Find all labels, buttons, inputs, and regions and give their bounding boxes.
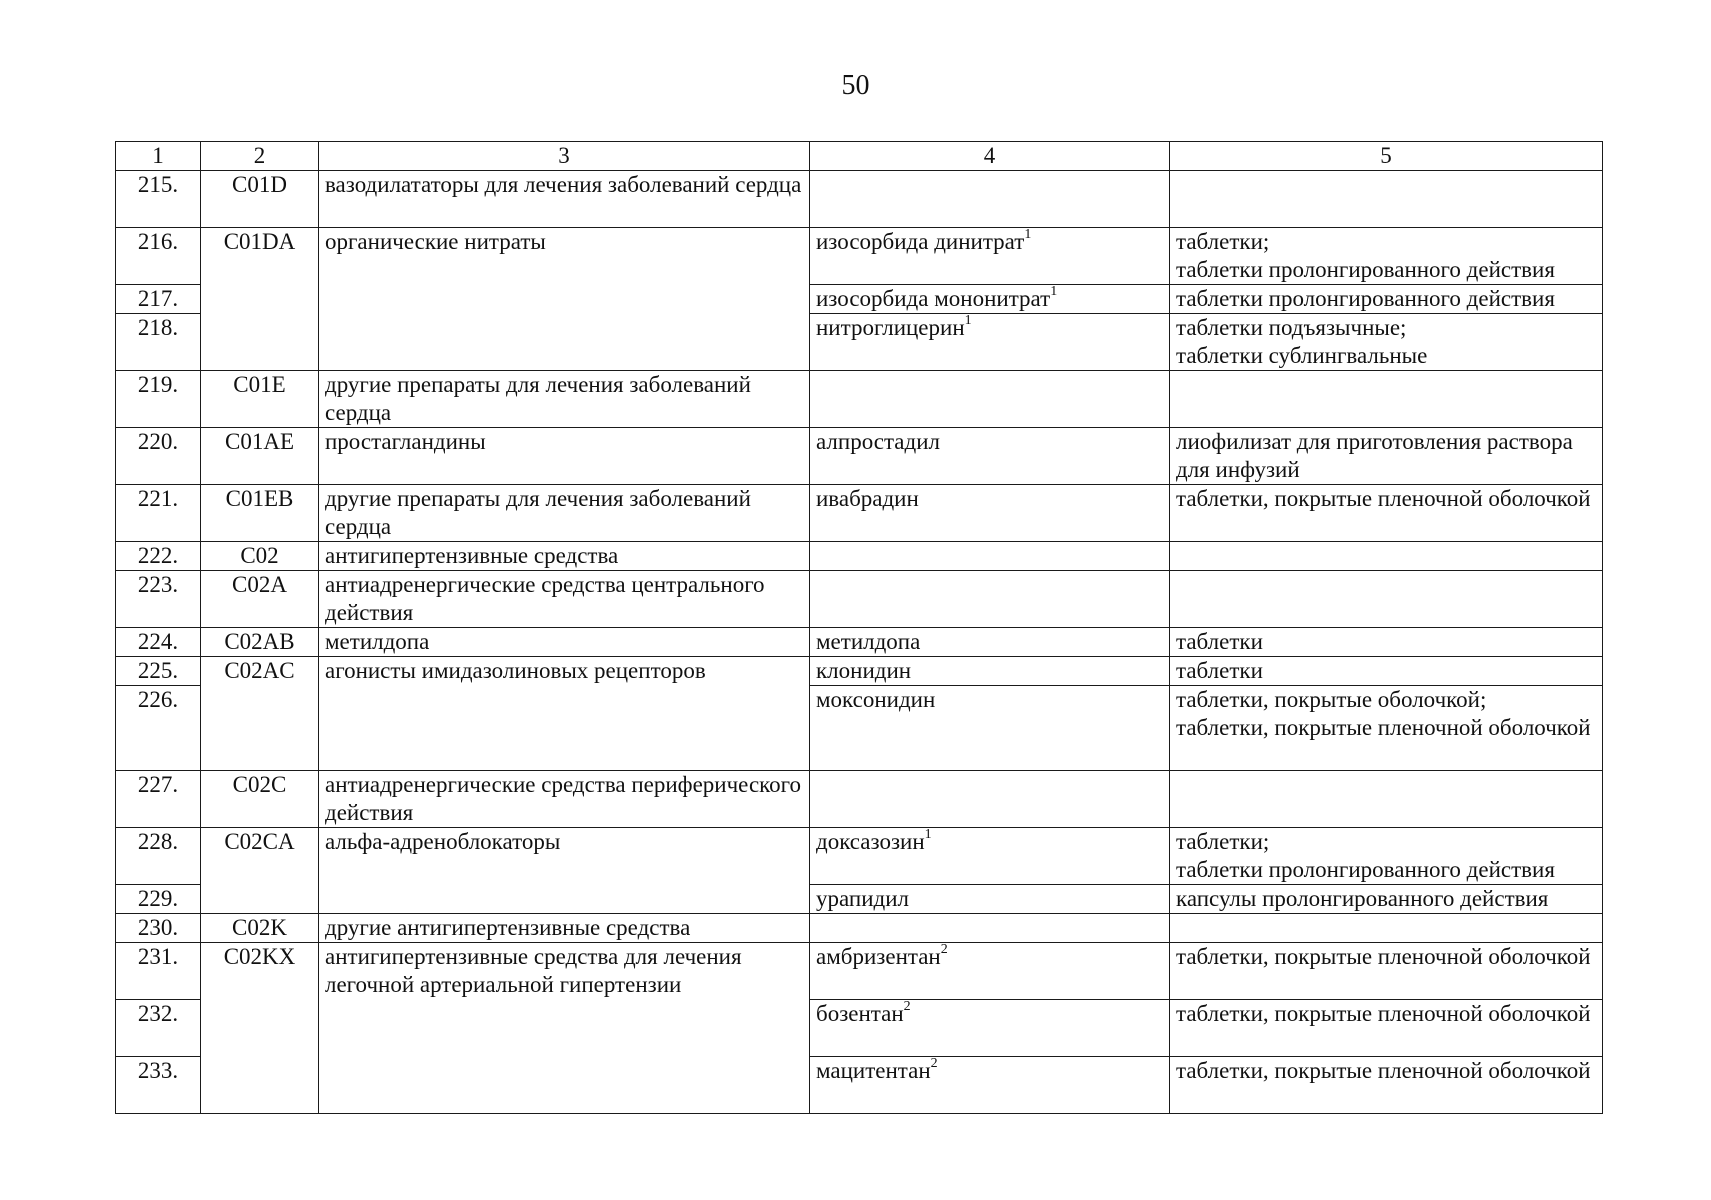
dosage-form bbox=[1170, 771, 1603, 828]
drug-name bbox=[810, 485, 1170, 542]
atc-code: C02AB bbox=[201, 628, 319, 657]
dosage-form bbox=[1170, 571, 1603, 628]
table-row bbox=[116, 371, 1603, 428]
dosage-form: таблетки, покрытые пленочной оболочкой bbox=[1170, 1000, 1603, 1057]
dosage-form-line: таблетки; bbox=[1176, 229, 1270, 254]
table-row bbox=[116, 571, 1603, 628]
atc-code: C02CA bbox=[201, 828, 319, 914]
drug-name bbox=[810, 943, 1170, 1000]
table-row bbox=[116, 542, 1603, 571]
dosage-form bbox=[1170, 828, 1603, 885]
page-number: 50 bbox=[841, 70, 870, 101]
drug-name bbox=[810, 171, 1170, 228]
atc-code: C01DA bbox=[201, 228, 319, 371]
drug-name-text: ивабрадин bbox=[816, 486, 919, 511]
row-number: 220. bbox=[116, 428, 201, 485]
dosage-form: таблетки, покрытые пленочной оболочкой bbox=[1170, 485, 1603, 542]
atc-code: C01EB bbox=[201, 485, 319, 542]
dosage-form: лиофилизат для приготовления раствора для инфузий bbox=[1170, 428, 1603, 485]
table-row bbox=[116, 428, 1603, 485]
footnote-mark: 1 bbox=[1024, 227, 1032, 243]
table-row bbox=[116, 914, 1603, 943]
drug-name bbox=[810, 771, 1170, 828]
footnote-mark: 2 bbox=[903, 999, 911, 1015]
dosage-form-line: таблетки, покрытые пленочной оболочкой bbox=[1176, 715, 1591, 740]
drug-name bbox=[810, 885, 1170, 914]
table-row bbox=[116, 485, 1603, 542]
drug-name-text: метилдопа bbox=[816, 629, 921, 654]
atc-code: C02A bbox=[201, 571, 319, 628]
group-name: органические нитраты bbox=[319, 228, 810, 371]
group-name: агонисты имидазолиновых рецепторов bbox=[319, 657, 810, 771]
row-number: 228. bbox=[116, 828, 201, 885]
dosage-form: капсулы пролонгированного действия bbox=[1170, 885, 1603, 914]
drug-name-text: доксазозин bbox=[816, 829, 925, 854]
drug-name bbox=[810, 686, 1170, 771]
table-row bbox=[116, 828, 1603, 885]
drug-name bbox=[810, 571, 1170, 628]
table-row bbox=[116, 228, 1603, 285]
column-header: 4 bbox=[810, 142, 1170, 171]
row-number: 233. bbox=[116, 1057, 201, 1114]
row-number: 217. bbox=[116, 285, 201, 314]
dosage-form bbox=[1170, 314, 1603, 371]
dosage-form: таблетки, покрытые пленочной оболочкой bbox=[1170, 943, 1603, 1000]
drug-name-text: изосорбида динитрат bbox=[816, 229, 1025, 254]
drug-name-text: урапидил bbox=[816, 886, 910, 911]
drug-name-text: нитроглицерин bbox=[816, 315, 965, 340]
row-number: 216. bbox=[116, 228, 201, 285]
row-number: 215. bbox=[116, 171, 201, 228]
atc-code: C02K bbox=[201, 914, 319, 943]
group-name: вазодилататоры для лечения заболеваний сердца bbox=[319, 171, 810, 228]
drug-name bbox=[810, 657, 1170, 686]
atc-code: C02 bbox=[201, 542, 319, 571]
drug-name bbox=[810, 228, 1170, 285]
atc-code: C01D bbox=[201, 171, 319, 228]
row-number: 222. bbox=[116, 542, 201, 571]
drug-name-text: клонидин bbox=[816, 658, 912, 683]
footnote-mark: 2 bbox=[930, 1056, 938, 1072]
group-name: антигипертензивные средства bbox=[319, 542, 810, 571]
drug-name-text: моксонидин bbox=[816, 687, 936, 712]
dosage-form: таблетки пролонгированного действия bbox=[1170, 285, 1603, 314]
row-number: 224. bbox=[116, 628, 201, 657]
dosage-form-line: таблетки пролонгированного действия bbox=[1176, 857, 1555, 882]
drug-name-text: алпростадил bbox=[816, 429, 941, 454]
dosage-form bbox=[1170, 686, 1603, 771]
drug-name bbox=[810, 314, 1170, 371]
row-number: 231. bbox=[116, 943, 201, 1000]
table-row bbox=[116, 628, 1603, 657]
drug-name bbox=[810, 542, 1170, 571]
group-name: другие антигипертензивные средства bbox=[319, 914, 810, 943]
row-number: 223. bbox=[116, 571, 201, 628]
row-number: 230. bbox=[116, 914, 201, 943]
group-name: антигипертензивные средства для лечения легочной артериальной гипертензии bbox=[319, 943, 810, 1114]
dosage-form bbox=[1170, 914, 1603, 943]
dosage-form bbox=[1170, 371, 1603, 428]
group-name: метилдопа bbox=[319, 628, 810, 657]
column-header: 1 bbox=[116, 142, 201, 171]
footnote-mark: 1 bbox=[964, 313, 972, 329]
drug-name bbox=[810, 828, 1170, 885]
dosage-form-line: таблетки; bbox=[1176, 829, 1270, 854]
group-name: другие препараты для лечения заболеваний сердца bbox=[319, 485, 810, 542]
dosage-form-line: таблетки подъязычные; bbox=[1176, 315, 1407, 340]
row-number: 218. bbox=[116, 314, 201, 371]
atc-code: C01AE bbox=[201, 428, 319, 485]
table-row bbox=[116, 171, 1603, 228]
row-number: 227. bbox=[116, 771, 201, 828]
dosage-form-line: таблетки, покрытые оболочкой; bbox=[1176, 687, 1487, 712]
row-number: 226. bbox=[116, 686, 201, 771]
row-number: 221. bbox=[116, 485, 201, 542]
drug-name bbox=[810, 628, 1170, 657]
table-row bbox=[116, 771, 1603, 828]
group-name: антиадренергические средства центрального действия bbox=[319, 571, 810, 628]
dosage-form bbox=[1170, 542, 1603, 571]
dosage-form bbox=[1170, 171, 1603, 228]
atc-code: C02KX bbox=[201, 943, 319, 1114]
column-header: 5 bbox=[1170, 142, 1603, 171]
row-number: 229. bbox=[116, 885, 201, 914]
atc-code: C01E bbox=[201, 371, 319, 428]
table-row bbox=[116, 943, 1603, 1000]
footnote-mark: 2 bbox=[940, 942, 948, 958]
drug-name bbox=[810, 1057, 1170, 1114]
dosage-form: таблетки bbox=[1170, 657, 1603, 686]
atc-code: C02AC bbox=[201, 657, 319, 771]
dosage-form: таблетки bbox=[1170, 628, 1603, 657]
drug-name-text: мацитентан bbox=[816, 1058, 931, 1083]
group-name: альфа-адреноблокаторы bbox=[319, 828, 810, 914]
drug-table bbox=[115, 141, 1603, 1114]
drug-name bbox=[810, 428, 1170, 485]
table-row bbox=[116, 657, 1603, 686]
drug-name-text: изосорбида мононитрат bbox=[816, 286, 1051, 311]
footnote-mark: 1 bbox=[1050, 284, 1058, 300]
group-name: простагландины bbox=[319, 428, 810, 485]
column-header: 3 bbox=[319, 142, 810, 171]
row-number: 225. bbox=[116, 657, 201, 686]
dosage-form-line: таблетки сублингвальные bbox=[1176, 343, 1428, 368]
row-number: 219. bbox=[116, 371, 201, 428]
table-header-row bbox=[116, 142, 1603, 171]
drug-name-text: бозентан bbox=[816, 1001, 904, 1026]
row-number: 232. bbox=[116, 1000, 201, 1057]
atc-code: C02C bbox=[201, 771, 319, 828]
drug-name bbox=[810, 371, 1170, 428]
drug-name bbox=[810, 1000, 1170, 1057]
dosage-form: таблетки, покрытые пленочной оболочкой bbox=[1170, 1057, 1603, 1114]
footnote-mark: 1 bbox=[924, 827, 932, 843]
column-header: 2 bbox=[201, 142, 319, 171]
dosage-form-line: таблетки пролонгированного действия bbox=[1176, 257, 1555, 282]
drug-name bbox=[810, 285, 1170, 314]
group-name: антиадренергические средства периферического действия bbox=[319, 771, 810, 828]
drug-name-text: амбризентан bbox=[816, 944, 941, 969]
group-name: другие препараты для лечения заболеваний сердца bbox=[319, 371, 810, 428]
dosage-form bbox=[1170, 228, 1603, 285]
drug-name bbox=[810, 914, 1170, 943]
